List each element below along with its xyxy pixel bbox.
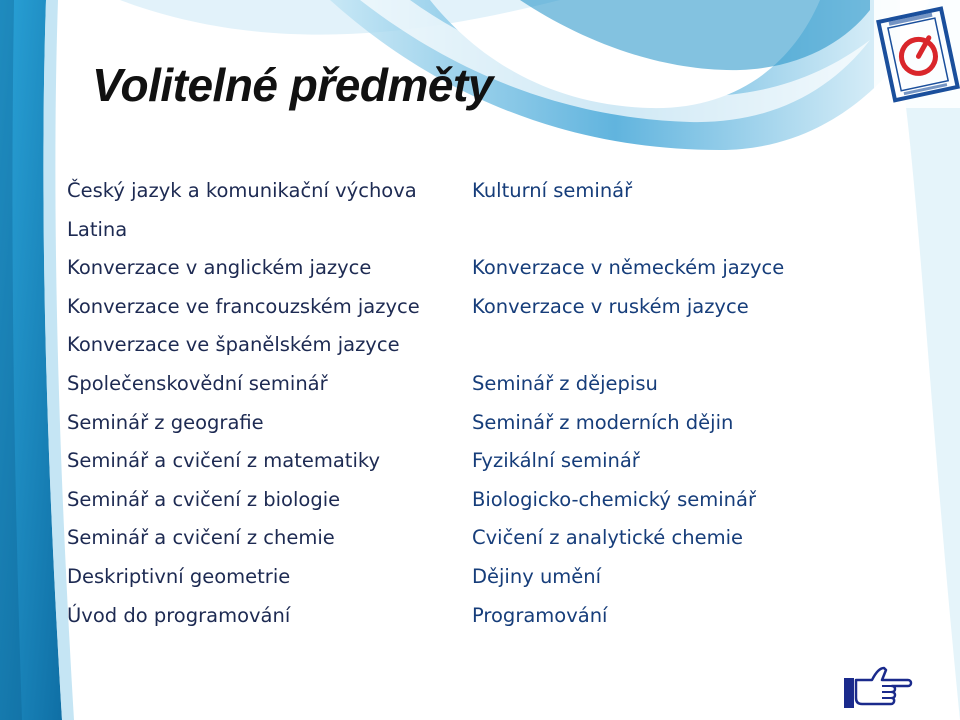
list-item: Cvičení z analytické chemie bbox=[472, 526, 743, 550]
list-item: Seminář z moderních dějin bbox=[472, 410, 734, 434]
left-subject-list bbox=[67, 172, 462, 635]
list-item: Konverzace v německém jazyce bbox=[472, 256, 785, 280]
list-item: Seminář a cvičení z matematiky bbox=[67, 449, 380, 473]
list-item: Programování bbox=[472, 603, 608, 627]
list-item: Konverzace v anglickém jazyce bbox=[67, 256, 372, 280]
list-item: Seminář z dějepisu bbox=[472, 371, 658, 395]
right-subject-list bbox=[472, 172, 892, 635]
pointing-hand-icon[interactable] bbox=[842, 664, 914, 710]
school-logo-icon bbox=[874, 0, 960, 108]
list-item: Konverzace ve francouzském jazyce bbox=[67, 294, 420, 318]
list-item: Úvod do programování bbox=[67, 603, 291, 627]
list-item: Dějiny umění bbox=[472, 564, 602, 588]
list-item: Fyzikální seminář bbox=[472, 449, 640, 473]
list-item: Seminář a cvičení z chemie bbox=[67, 526, 335, 550]
list-item: Český jazyk a komunikační výchova bbox=[67, 179, 417, 202]
slide-title: Volitelné předměty bbox=[92, 59, 493, 111]
list-item: Kulturní seminář bbox=[472, 179, 633, 202]
list-spacer bbox=[472, 211, 892, 250]
list-item: Konverzace ve španělském jazyce bbox=[67, 333, 400, 357]
list-item: Biologicko-chemický seminář bbox=[472, 487, 756, 511]
list-item: Latina bbox=[67, 217, 128, 241]
list-item: Seminář a cvičení z biologie bbox=[67, 487, 341, 511]
list-item: Společenskovědní seminář bbox=[67, 371, 328, 395]
list-item: Seminář z geografie bbox=[67, 410, 264, 434]
list-spacer bbox=[472, 326, 892, 365]
list-item: Deskriptivní geometrie bbox=[67, 564, 291, 588]
list-item: Konverzace v ruském jazyce bbox=[472, 294, 749, 318]
